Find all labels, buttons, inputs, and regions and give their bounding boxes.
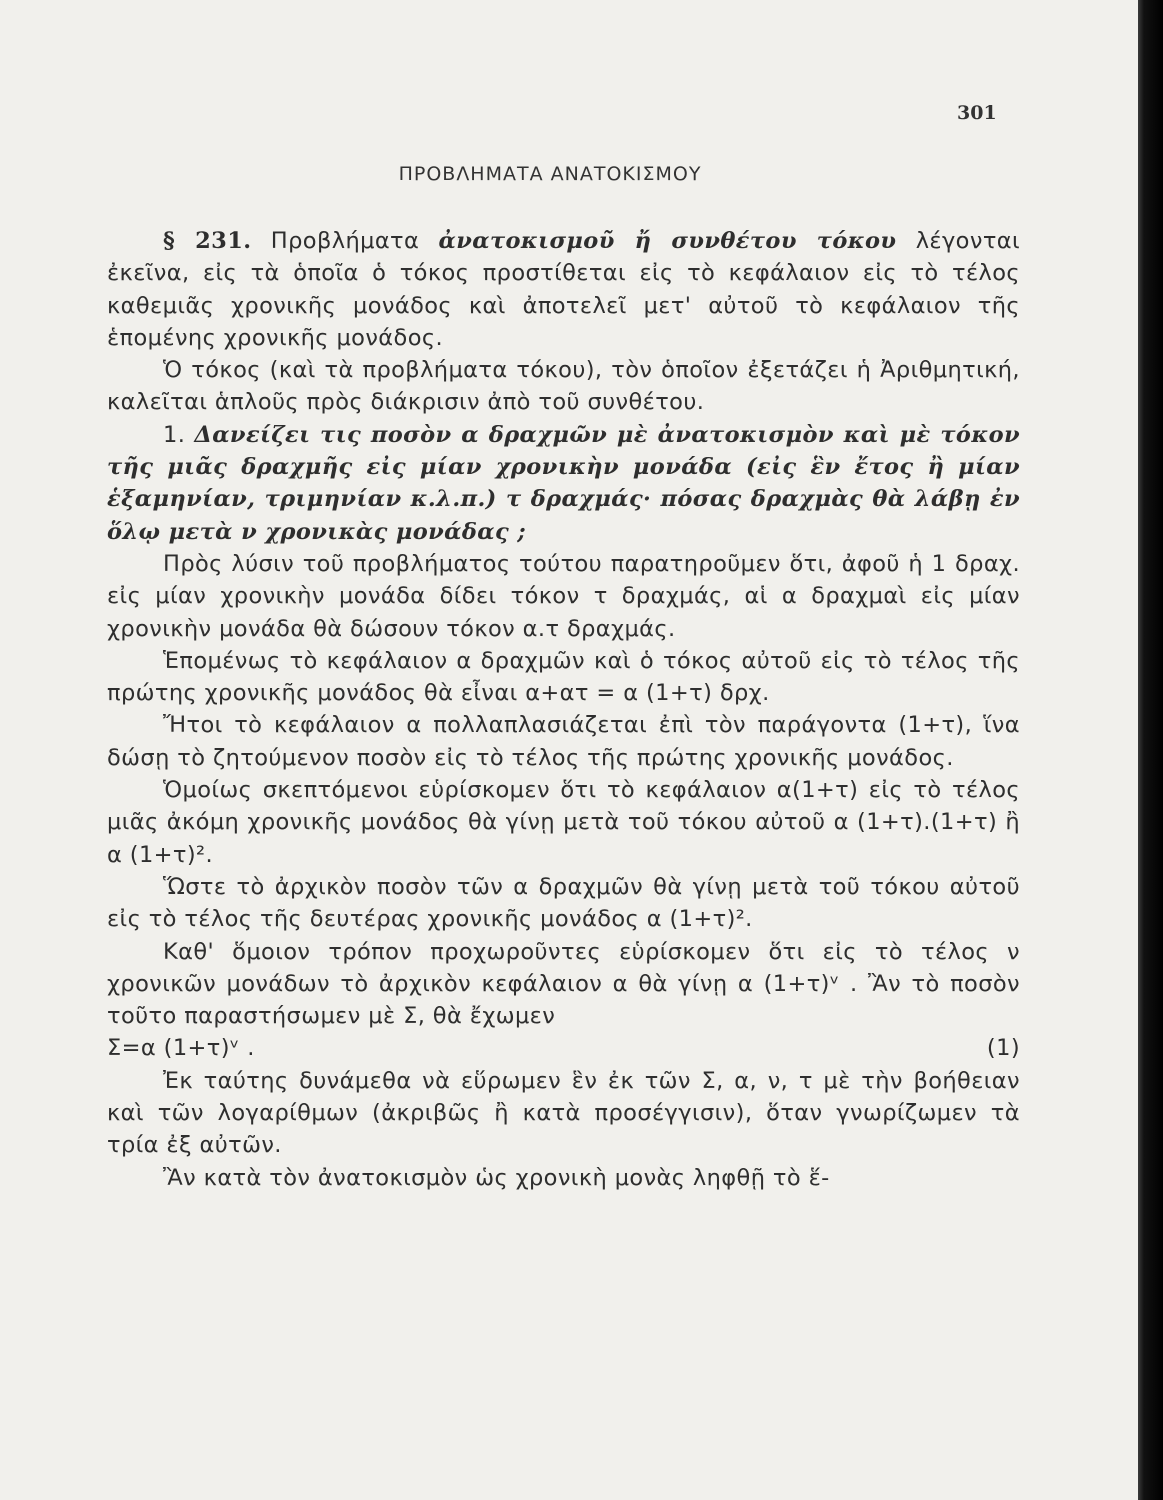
paragraph-second-period: Ὁμοίως σκεπτόμενοι εὑρίσκομεν ὅτι τὸ κεφάλαιον α(1+τ) εἰς τὸ τέλος μιᾶς ἀκόμη χρονικῆς μονάδος θὰ γίνῃ μετὰ τοῦ τόκου αὐτοῦ α (1+τ).(1+τ) ἢ α (1+τ)². bbox=[107, 777, 1020, 868]
paragraph-simple-interest: Ὁ τόκος (καὶ τὰ προβλήματα τόκου), τὸν ὁποῖον ἐξετάζει ἡ Ἀριθμητική, καλεῖται ἁπλοῦς πρὸς διάκρισιν ἀπὸ τοῦ συνθέτου. bbox=[107, 357, 1020, 416]
problem-statement bbox=[107, 419, 1020, 548]
book-spine-shadow bbox=[1138, 0, 1163, 1500]
paragraph-first-period: Ἑπομένως τὸ κεφάλαιον α δραχμῶν καὶ ὁ τόκος αὐτοῦ εἰς τὸ τέλος τῆς πρώτης χρονικῆς μονάδος θὰ εἶναι α+ατ = α (1+τ) δρχ. bbox=[107, 647, 1020, 707]
page-body bbox=[107, 225, 1020, 1194]
section-text: λέγονται ἐκεῖνα, εἰς τὰ ὁποῖα ὁ τόκος προστίθεται εἰς τὸ κεφάλαιον εἰς τὸ τέλος καθεμιᾶς χρονικῆς μονάδος καὶ ἀποτελεῖ μετ' αὐτοῦ τὸ κεφάλαιον τῆς ἑπομένης χρονικῆς μονάδος. bbox=[107, 228, 1021, 351]
section-lead: Προβλήματα bbox=[251, 228, 439, 254]
paragraph-general-case: Καθ' ὅμοιον τρόπον προχωροῦντες εὑρίσκομεν ὅτι εἰς τὸ τέλος ν χρονικῶν μονάδων τὸ ἀρχικὸν κεφάλαιον α θὰ γίνῃ α (1+τ)ᵛ . Ἂν τὸ ποσὸν τοῦτο παραστήσωμεν μὲ Σ, θὰ ἔχωμεν bbox=[107, 938, 1020, 1030]
page-heading: ΠΡΟΒΛΗΜΑΤΑ ΑΝΑΤΟΚΙΣΜΟΥ bbox=[398, 163, 702, 185]
section-term: ἀνατοκισμοῦ ἤ συνθέτου τόκου bbox=[438, 228, 897, 254]
formula-line bbox=[107, 1032, 1020, 1064]
section-number: § 231. bbox=[163, 228, 252, 254]
paragraph-initial-amount: Ὥστε τὸ ἀρχικὸν ποσὸν τῶν α δραχμῶν θὰ γίνῃ μετὰ τοῦ τόκου αὐτοῦ εἰς τὸ τέλος τῆς δευτέρας χρονικῆς μονάδος α (1+τ)². bbox=[107, 873, 1020, 933]
paragraph-solution: Πρὸς λύσιν τοῦ προβλήματος τούτου παρατηροῦμεν ὅτι, ἀφοῦ ἡ 1 δραχ. εἰς μίαν χρονικὴν μονάδα δίδει τόκον τ δραχμάς, αἱ α δραχμαὶ εἰς μίαν χρονικὴν μονάδα θὰ δώσουν τόκον α.τ δραχμάς. bbox=[107, 550, 1020, 642]
problem-text: Δανείζει τις ποσὸν α δραχμῶν μὲ ἀνατοκισμὸν καὶ μὲ τόκον τῆς μιᾶς δραχμῆς εἰς μίαν χρονικὴν μονάδα (εἰς ἓν ἔτος ἢ μίαν ἑξαμηνίαν, τριμηνίαν κ.λ.π.) τ δραχμάς· πόσας δραχμὰς θὰ λάβῃ ἐν ὅλῳ μετὰ ν χρονικὰς μονάδας ; bbox=[107, 421, 1020, 545]
section-paragraph bbox=[107, 225, 1020, 354]
paragraph-factor: Ἤτοι τὸ κεφάλαιον α πολλαπλασιάζεται ἐπὶ τὸν παράγοντα (1+τ), ἵνα δώσῃ τὸ ζητούμενον ποσὸν εἰς τὸ τέλος τῆς πρώτης χρονικῆς μονάδος. bbox=[107, 712, 1020, 771]
formula-marker: (1) bbox=[986, 1035, 1020, 1062]
paragraph-logarithms: Ἐκ ταύτης δυνάμεθα νὰ εὕρωμεν ἓν ἐκ τῶν Σ, α, ν, τ μὲ τὴν βοήθειαν καὶ τῶν λογαρίθμων (ἀκριβῶς ἢ κατὰ προσέγγισιν), ὅταν γνωρίζωμεν τὰ τρία ἐξ αὐτῶν. bbox=[107, 1067, 1020, 1159]
formula: Σ=α (1+τ)ᵛ . bbox=[107, 1035, 255, 1062]
paragraph-continuation: Ἂν κατὰ τὸν ἀνατοκισμὸν ὡς χρονικὴ μονὰς ληφθῇ τὸ ἕ- bbox=[163, 1164, 830, 1191]
problem-number: 1. bbox=[163, 421, 195, 448]
page-number: 301 bbox=[957, 102, 997, 124]
